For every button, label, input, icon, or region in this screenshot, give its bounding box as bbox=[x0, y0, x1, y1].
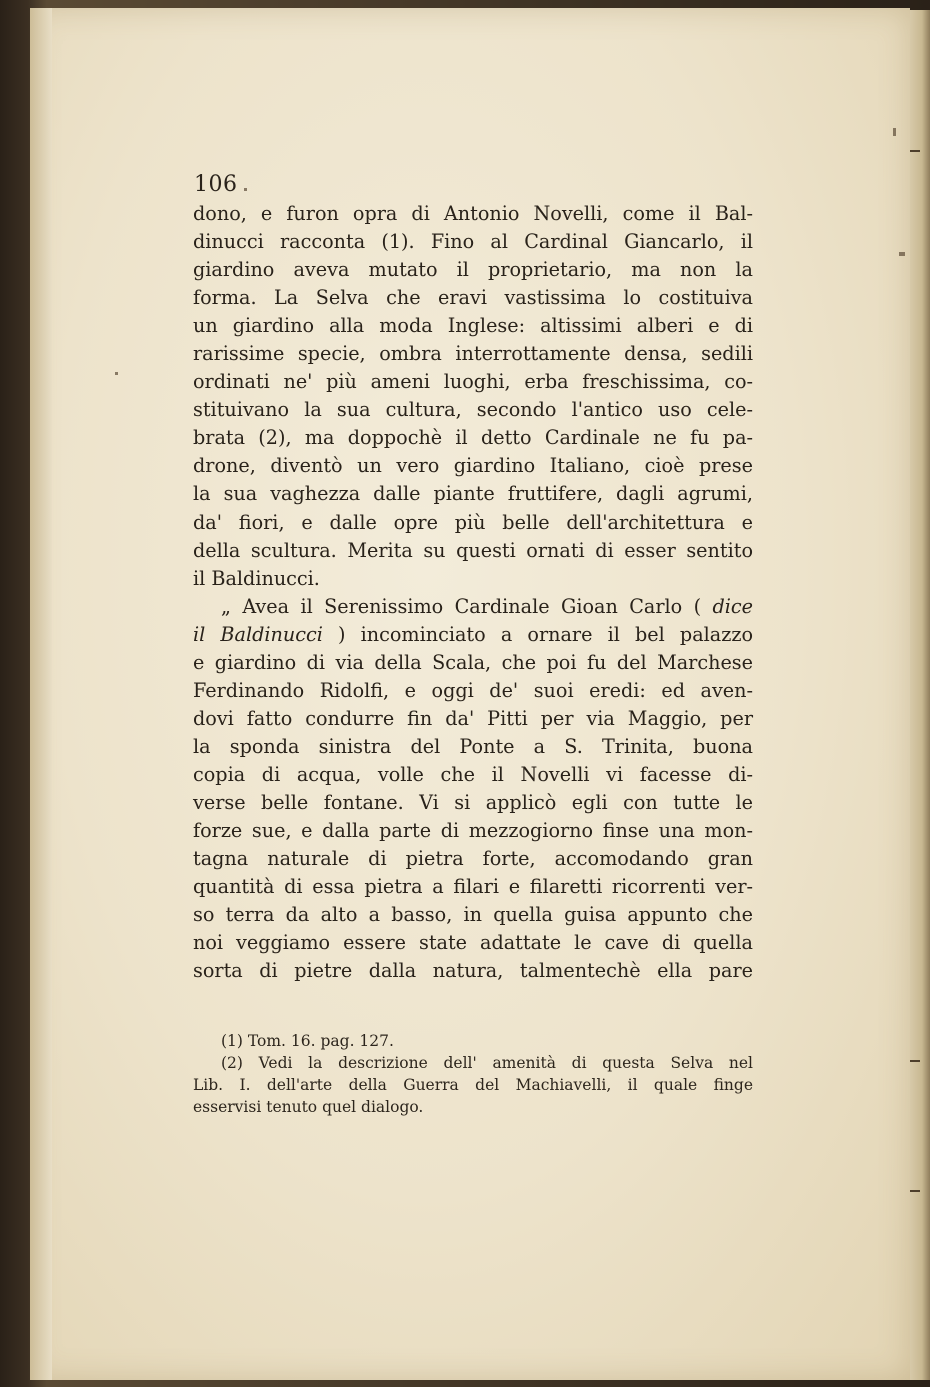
footnote-2: (2) Vedi la descrizione dell' amenità di questa Selva nel bbox=[221, 1054, 753, 1072]
body-text bbox=[193, 200, 753, 985]
text-line: da' fiori, e dalle opre più belle dell'architettura e bbox=[193, 510, 753, 534]
page-gutter bbox=[30, 8, 52, 1380]
quote-line: e giardino di via della Scala, che poi fu del Marchese bbox=[193, 650, 753, 674]
text-line: ordinati ne' più ameni luoghi, erba freschissima, co- bbox=[193, 370, 753, 394]
quote-line-second bbox=[193, 621, 753, 649]
quote-line: quantità di essa pietra a filari e filaretti ricorrenti ver- bbox=[193, 875, 753, 899]
text-line: dono, e furon opra di Antonio Novelli, come il Bal- bbox=[193, 202, 753, 225]
quote-line: tagna naturale di pietra forte, accomodando gran bbox=[193, 847, 753, 871]
page-number: 106 bbox=[194, 172, 238, 197]
text-line: della scultura. Merita su questi ornati di esser sentito bbox=[193, 538, 753, 562]
text-line: un giardino alla moda Inglese: altissimi alberi e di bbox=[193, 314, 753, 338]
text-line: rarissime specie, ombra interrottamente densa, sedili bbox=[193, 342, 753, 366]
quote-italic: dice bbox=[712, 594, 753, 618]
quote-line: Ferdinando Ridolfi, e oggi de' suoi eredi: ed aven- bbox=[193, 678, 753, 702]
quote-line: dovi fatto condurre fin da' Pitti per via Maggio, per bbox=[193, 706, 753, 730]
quote-line: so terra da alto a basso, in quella guisa appunto che bbox=[193, 903, 753, 927]
text-line: drone, diventò un vero giardino Italiano, cioè prese bbox=[193, 454, 753, 478]
quote-line-first bbox=[193, 593, 753, 621]
ink-speck bbox=[899, 252, 905, 256]
footnote-2-end: esservisi tenuto quel dialogo. bbox=[193, 1098, 424, 1116]
quote-line: copia di acqua, volle che il Novelli vi facesse di- bbox=[193, 762, 753, 786]
ink-speck bbox=[115, 372, 118, 375]
text-line: stituivano la sua cultura, secondo l'antico uso cele- bbox=[193, 398, 753, 422]
quote-line: sorta di pietre dalla natura, talmentechè ella pare bbox=[193, 959, 753, 983]
text-line: forma. La Selva che eravi vastissima lo costituiva bbox=[193, 286, 753, 310]
text-line: brata (2), ma doppochè il detto Cardinale ne fu pa- bbox=[193, 426, 753, 450]
ink-speck bbox=[244, 188, 247, 191]
quote-line: verse belle fontane. Vi si applicò egli con tutte le bbox=[193, 790, 753, 814]
quote-line: forze sue, e dalla parte di mezzogiorno finse una mon- bbox=[193, 819, 753, 843]
quote-line: noi veggiamo essere state adattate le cave di quella bbox=[193, 931, 753, 955]
text-line: dinucci racconta (1). Fino al Cardinal Giancarlo, il bbox=[193, 230, 753, 254]
text-line: la sua vaghezza dalle piante fruttifere, dagli agrumi, bbox=[193, 482, 753, 506]
ink-speck bbox=[893, 128, 896, 136]
text-line: il Baldinucci. bbox=[193, 566, 320, 590]
footnote-1: (1) Tom. 16. pag. 127. bbox=[221, 1032, 394, 1050]
footnotes bbox=[193, 1030, 753, 1118]
footnote-2-continued: Lib. I. dell'arte della Guerra del Machiavelli, il quale finge bbox=[193, 1076, 753, 1094]
text-line: giardino aveva mutato il proprietario, ma non la bbox=[193, 258, 753, 282]
quote-opening: „ Avea il Serenissimo Cardinale Gioan Carlo ( bbox=[221, 594, 713, 618]
quote-line: la sponda sinistra del Ponte a S. Trinita, buona bbox=[193, 734, 753, 758]
quote-continuation: ) incominciato a ornare il bel palazzo bbox=[322, 622, 753, 646]
quote-italic: il Baldinucci bbox=[193, 622, 323, 646]
